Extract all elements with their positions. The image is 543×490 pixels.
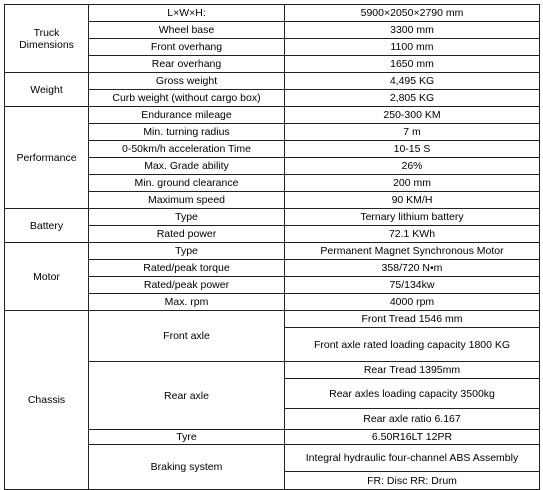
spec-value: Ternary lithium battery (285, 209, 540, 226)
spec-label: Max. Grade ability (89, 158, 285, 175)
spec-value: Front Tread 1546 mm (285, 311, 540, 328)
spec-value: Rear axle ratio 6.167 (285, 409, 540, 430)
category-performance: Performance (5, 107, 89, 209)
spec-value: 4000 rpm (285, 294, 540, 311)
spec-label: 0-50km/h acceleration Time (89, 141, 285, 158)
spec-label: Rear overhang (89, 56, 285, 73)
spec-label: L×W×H: (89, 5, 285, 22)
spec-label: Gross weight (89, 73, 285, 90)
spec-value: 6.50R16LT 12PR (285, 430, 540, 445)
spec-label: Maximum speed (89, 192, 285, 209)
table-row (5, 311, 540, 328)
category-battery: Battery (5, 209, 89, 243)
spec-label: Endurance mileage (89, 107, 285, 124)
spec-value: FR: Disc RR: Drum (285, 472, 540, 490)
category-weight: Weight (5, 73, 89, 107)
spec-value: 1650 mm (285, 56, 540, 73)
spec-label: Min. turning radius (89, 124, 285, 141)
spec-label: Front overhang (89, 39, 285, 56)
spec-label: Rated/peak power (89, 277, 285, 294)
spec-value: 2,805 KG (285, 90, 540, 107)
table-row (5, 107, 540, 124)
category-chassis: Chassis (5, 311, 89, 490)
spec-value: 3300 mm (285, 22, 540, 39)
spec-value: Integral hydraulic four-channel ABS Assembly (285, 445, 540, 472)
spec-label: Curb weight (without cargo box) (89, 90, 285, 107)
spec-value: 10-15 S (285, 141, 540, 158)
spec-value: Front axle rated loading capacity 1800 KG (285, 328, 540, 362)
table-row (5, 5, 540, 22)
category-motor: Motor (5, 243, 89, 311)
spec-value: 90 KM/H (285, 192, 540, 209)
spec-label: Rated power (89, 226, 285, 243)
spec-label: Min. ground clearance (89, 175, 285, 192)
spec-label: Type (89, 243, 285, 260)
spec-value: 72.1 KWh (285, 226, 540, 243)
spec-value: Permanent Magnet Synchronous Motor (285, 243, 540, 260)
spec-label-front-axle: Front axle (89, 311, 285, 362)
spec-value: 7 m (285, 124, 540, 141)
spec-value: 5900×2050×2790 mm (285, 5, 540, 22)
spec-label: Max. rpm (89, 294, 285, 311)
spec-value: Rear axles loading capacity 3500kg (285, 379, 540, 409)
table-row (5, 243, 540, 260)
spec-label: Rated/peak torque (89, 260, 285, 277)
spec-label: Wheel base (89, 22, 285, 39)
spec-value: 4,495 KG (285, 73, 540, 90)
vehicle-spec-table (4, 4, 540, 490)
spec-value: 26% (285, 158, 540, 175)
spec-value: 250-300 KM (285, 107, 540, 124)
category-truck-dimensions: Truck Dimensions (5, 5, 89, 73)
table-row (5, 209, 540, 226)
spec-value: 358/720 N•m (285, 260, 540, 277)
spec-value: Rear Tread 1395mm (285, 362, 540, 379)
spec-value: 75/134kw (285, 277, 540, 294)
spec-label-braking-system: Braking system (89, 445, 285, 490)
spec-value: 200 mm (285, 175, 540, 192)
table-row (5, 73, 540, 90)
spec-label: Type (89, 209, 285, 226)
spec-label-tyre: Tyre (89, 430, 285, 445)
spec-value: 1100 mm (285, 39, 540, 56)
spec-label-rear-axle: Rear axle (89, 362, 285, 430)
